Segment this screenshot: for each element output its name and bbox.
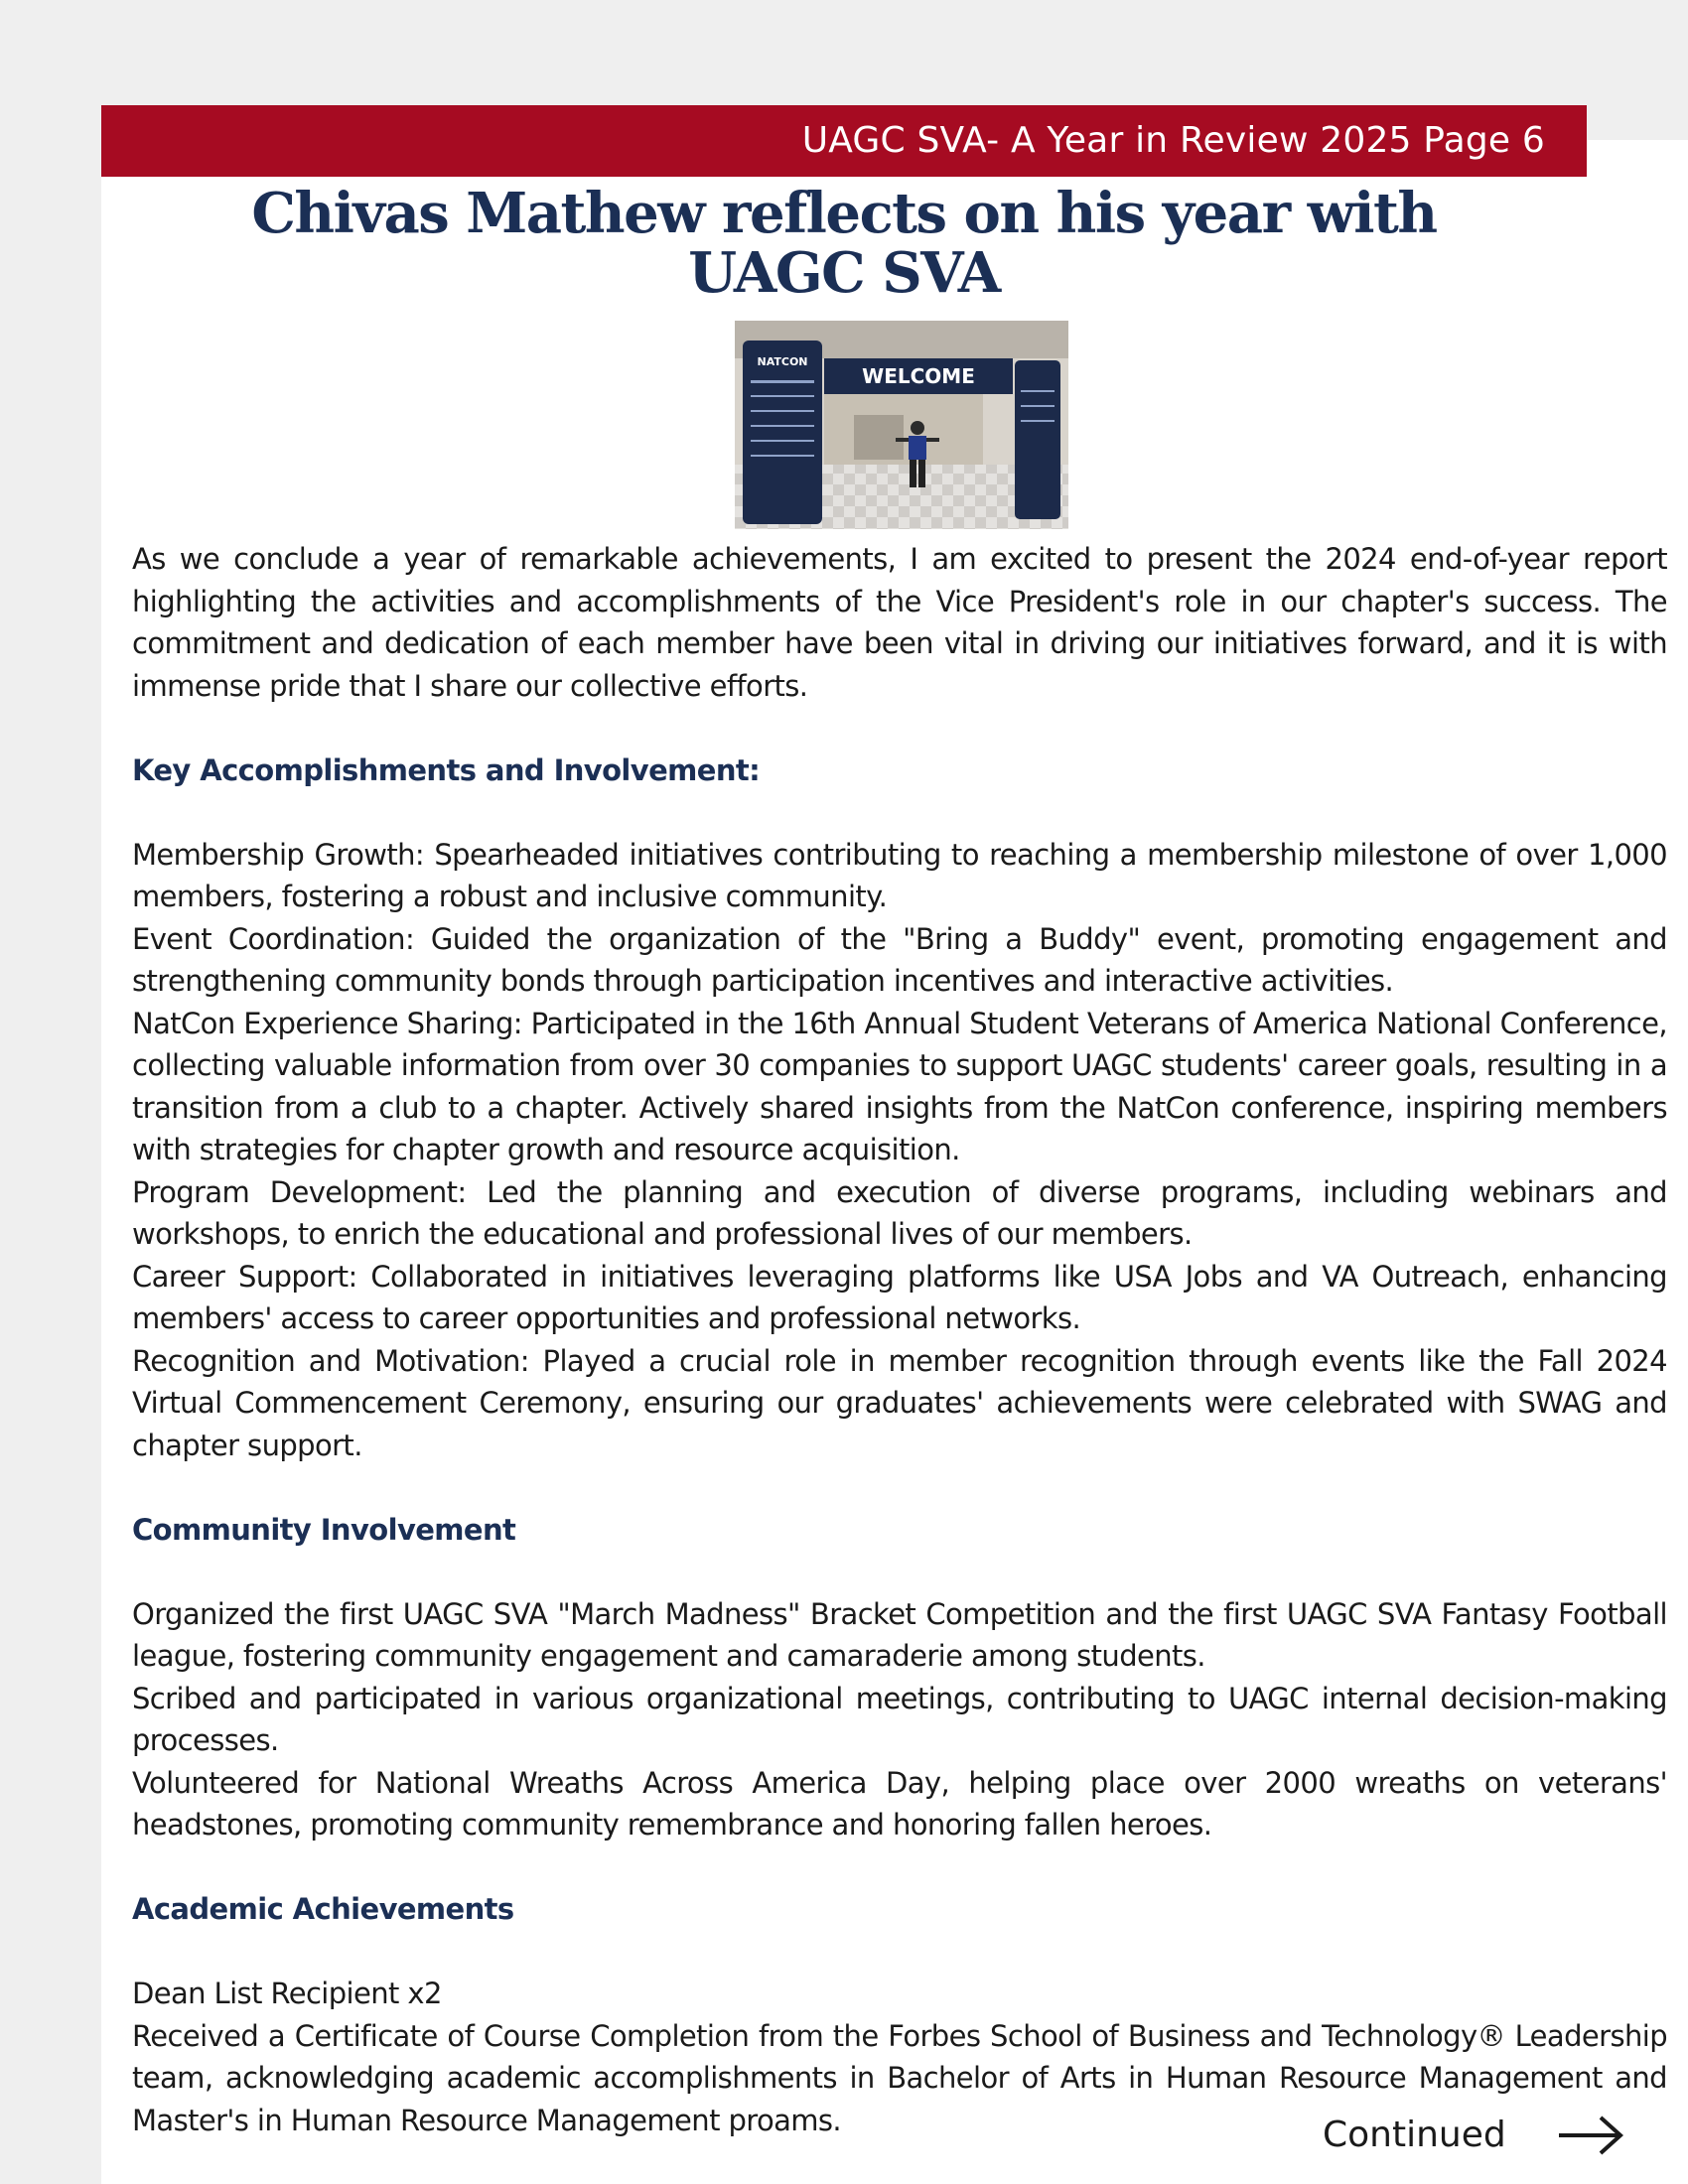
community-item: Scribed and participated in various organizational meetings, contributing to UAGC internal decision-making processes. [132, 1681, 1667, 1757]
section-heading-academic: Academic Achievements [132, 1892, 514, 1926]
header-bar [101, 105, 1587, 177]
title-line-2: UAGC SVA [688, 240, 1000, 306]
key-item: Membership Growth: Spearheaded initiatives contributing to reaching a membership milestone of over 1,000 members, fostering a robust and inclusive community. [132, 837, 1667, 913]
key-item: Event Coordination: Guided the organization of the "Bring a Buddy" event, promoting engagement and strengthening community bonds through participation incentives and interactive activities. [132, 921, 1667, 998]
key-item: Recognition and Motivation: Played a crucial role in member recognition through events like the Fall 2024 Virtual Commencement Ceremony, ensuring our graduates' achievements were celebrated with SWAG and chapter support. [132, 1343, 1667, 1462]
welcome-sign-text: WELCOME [862, 364, 975, 388]
key-item: NatCon Experience Sharing: Participated in the 16th Annual Student Veterans of America National Conference, collecting valuable information from over 30 companies to support UAGC students' career goals, resulting in a transition from a club to a chapter. Actively shared insights from the NatCon conference, inspiring members with strategies for chapter growth and resource acquisition. [132, 1006, 1667, 1166]
conference-welcome-photo [735, 321, 1068, 529]
section-heading-key-accomplishments: Key Accomplishments and Involvement: [132, 752, 761, 787]
article-body [132, 538, 1667, 2141]
arrow-right-icon [1557, 2114, 1626, 2157]
community-item: Organized the first UAGC SVA "March Madness" Bracket Competition and the first UAGC SVA Fantasy Football league, fostering community engagement and camaraderie among students. [132, 1596, 1667, 1673]
academic-item: Received a Certificate of Course Completion from the Forbes School of Business and Technology® Leadership team, acknowledging academic accomplishments in Bachelor of Arts in Human Resource Management and Master's in Human Resource Management proams. [132, 2018, 1667, 2137]
intro-paragraph: As we conclude a year of remarkable achievements, I am excited to present the 2024 end-of-year report highlighting the activities and accomplishments of the Vice President's role in our chapter's success. The commitment and dedication of each member have been vital in driving our initiatives forward, and it is with immense pride that I share our collective efforts. [132, 542, 1667, 703]
key-item: Career Support: Collaborated in initiatives leveraging platforms like USA Jobs and VA Outreach, enhancing members' access to career opportunities and professional networks. [132, 1259, 1667, 1335]
community-item: Volunteered for National Wreaths Across America Day, helping place over 2000 wreaths on veterans' headstones, promoting community remembrance and honoring fallen heroes. [132, 1765, 1667, 1842]
section-heading-community: Community Involvement [132, 1512, 516, 1547]
academic-item: Dean List Recipient x2 [132, 1977, 442, 2010]
continued-label: Continued [1323, 2115, 1506, 2155]
page-title [101, 181, 1587, 306]
header-text: UAGC SVA- A Year in Review 2025 Page 6 [801, 120, 1545, 161]
natcon-banner-text: NATCON [757, 355, 808, 368]
title-line-1: Chivas Mathew reflects on his year with [251, 181, 1437, 246]
key-item: Program Development: Led the planning and execution of diverse programs, including webinars and workshops, to enrich the educational and professional lives of our members. [132, 1174, 1667, 1251]
